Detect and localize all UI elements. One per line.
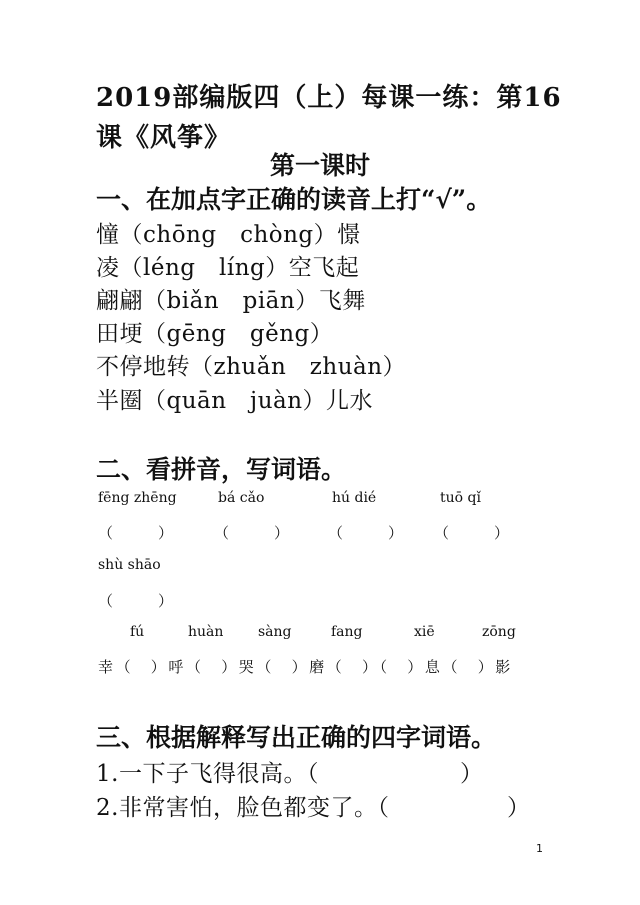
section-3-heading: 三、根据解释写出正确的四字词语。 <box>96 723 497 752</box>
pinyin-label: hú dié <box>332 490 377 506</box>
page-title: 2019部编版四（上）每课一练：第16课《风筝》 <box>96 83 562 153</box>
reading-item: 田埂（gēng gěng） <box>96 321 334 347</box>
pinyin-label: fēng zhēng <box>98 490 177 506</box>
reading-item: 翩翩（biǎn piān）飞舞 <box>96 288 366 314</box>
pinyin-label: shù shāo <box>98 557 161 573</box>
fill-in-row[interactable]: 幸（ ）呼（ ）哭（ ）磨（ ）（ ）息（ ）影 <box>98 658 513 676</box>
page-number: 1 <box>536 842 543 855</box>
answer-blank[interactable]: （ ） <box>434 524 510 542</box>
idiom-question: 2.非常害怕，脸色都变了。（ ） <box>96 795 531 821</box>
answer-blank[interactable]: （ ） <box>214 524 290 542</box>
pinyin-label: zōng <box>482 624 516 640</box>
section-1-heading: 一、在加点字正确的读音上打“√”。 <box>96 185 492 214</box>
pinyin-label: fú <box>130 624 145 640</box>
answer-blank[interactable]: （ ） <box>98 524 174 542</box>
pinyin-label: xiē <box>414 624 435 640</box>
pinyin-label: sàng <box>258 624 292 640</box>
reading-item: 不停地转（zhuǎn zhuàn） <box>96 354 407 380</box>
pinyin-label: huàn <box>188 624 224 640</box>
idiom-question: 1.一下子飞得很高。（ ） <box>96 761 484 787</box>
section-2-heading: 二、看拼音，写词语。 <box>96 455 347 484</box>
pinyin-label: fang <box>331 624 363 640</box>
reading-item: 凌（léng líng）空飞起 <box>96 255 360 281</box>
answer-blank[interactable]: （ ） <box>328 524 404 542</box>
pinyin-label: tuō qǐ <box>440 490 481 506</box>
pinyin-label: bá cǎo <box>218 490 265 506</box>
reading-item: 憧（chōng chòng）憬 <box>96 222 361 248</box>
lesson-subtitle: 第一课时 <box>269 151 370 180</box>
answer-blank[interactable]: （ ） <box>98 592 174 610</box>
reading-item: 半圈（quān juàn）儿水 <box>96 388 374 414</box>
